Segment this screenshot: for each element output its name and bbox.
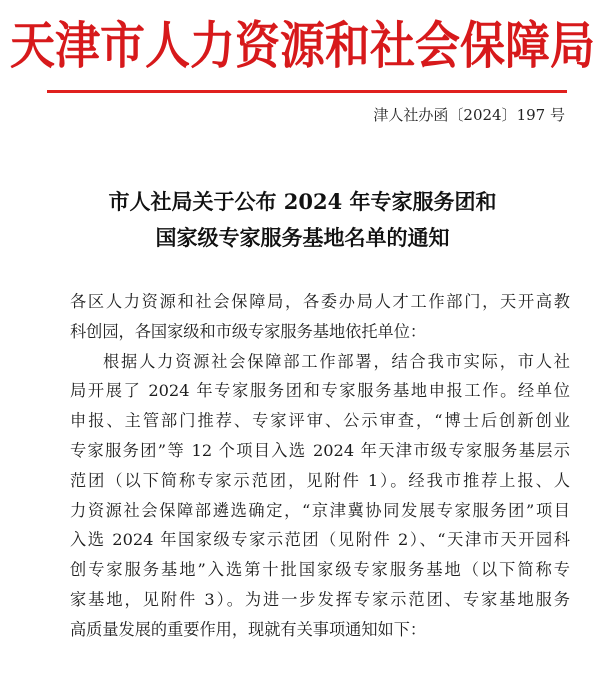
paragraph-line-5: 范团（以下简称专家示范团，见附件 1）。经我市推荐上报、人 [70, 470, 570, 490]
paragraph-line-6: 力资源社会保障部遴选确定，“京津冀协同发展专家服务团”项目 [70, 500, 570, 520]
paragraph-line-1: 根据人力资源社会保障部工作部署，结合我市实际，市人社 [103, 351, 570, 371]
document-number: 津人社办函〔2024〕197 号 [373, 106, 565, 124]
paragraph-line-7: 入选 2024 年国家级专家示范团（见附件 2）、“天津市天开园科 [70, 530, 570, 550]
paragraph-line-8: 创专家服务基地”入选第十批国家级专家服务基地（以下简称专 [70, 560, 570, 580]
paragraph-line-2: 局开展了 2024 年专家服务团和专家服务基地申报工作。经单位 [70, 381, 570, 401]
salutation-line-2: 科创园，各国家级和市级专家服务基地依托单位： [70, 321, 427, 341]
salutation-line-1: 各区人力资源和社会保障局，各委办局人才工作部门，天开高教 [70, 292, 570, 311]
paragraph-line-10: 高质量发展的重要作用，现就有关事项通知如下： [70, 619, 427, 639]
paragraph-line-9: 家基地，见附件 3）。为进一步发挥专家示范团、专家基地服务 [70, 589, 570, 609]
masthead-title: 天津市人力资源和社会保障局 [9, 15, 595, 76]
red-divider-line [47, 90, 567, 93]
paragraph-line-4: 专家服务团”等 12 个项目入选 2024 年天津市级专家服务基层示 [70, 440, 570, 460]
paragraph-line-3: 申报、主管部门推荐、专家评审、公示审查，“博士后创新创业 [70, 411, 570, 431]
notice-body [70, 287, 570, 645]
notice-title-line-2: 国家级专家服务基地名单的通知 [155, 225, 450, 250]
notice-title-line-1: 市人社局关于公布 2024 年专家服务团和 [108, 189, 497, 214]
notice-title [0, 184, 605, 256]
